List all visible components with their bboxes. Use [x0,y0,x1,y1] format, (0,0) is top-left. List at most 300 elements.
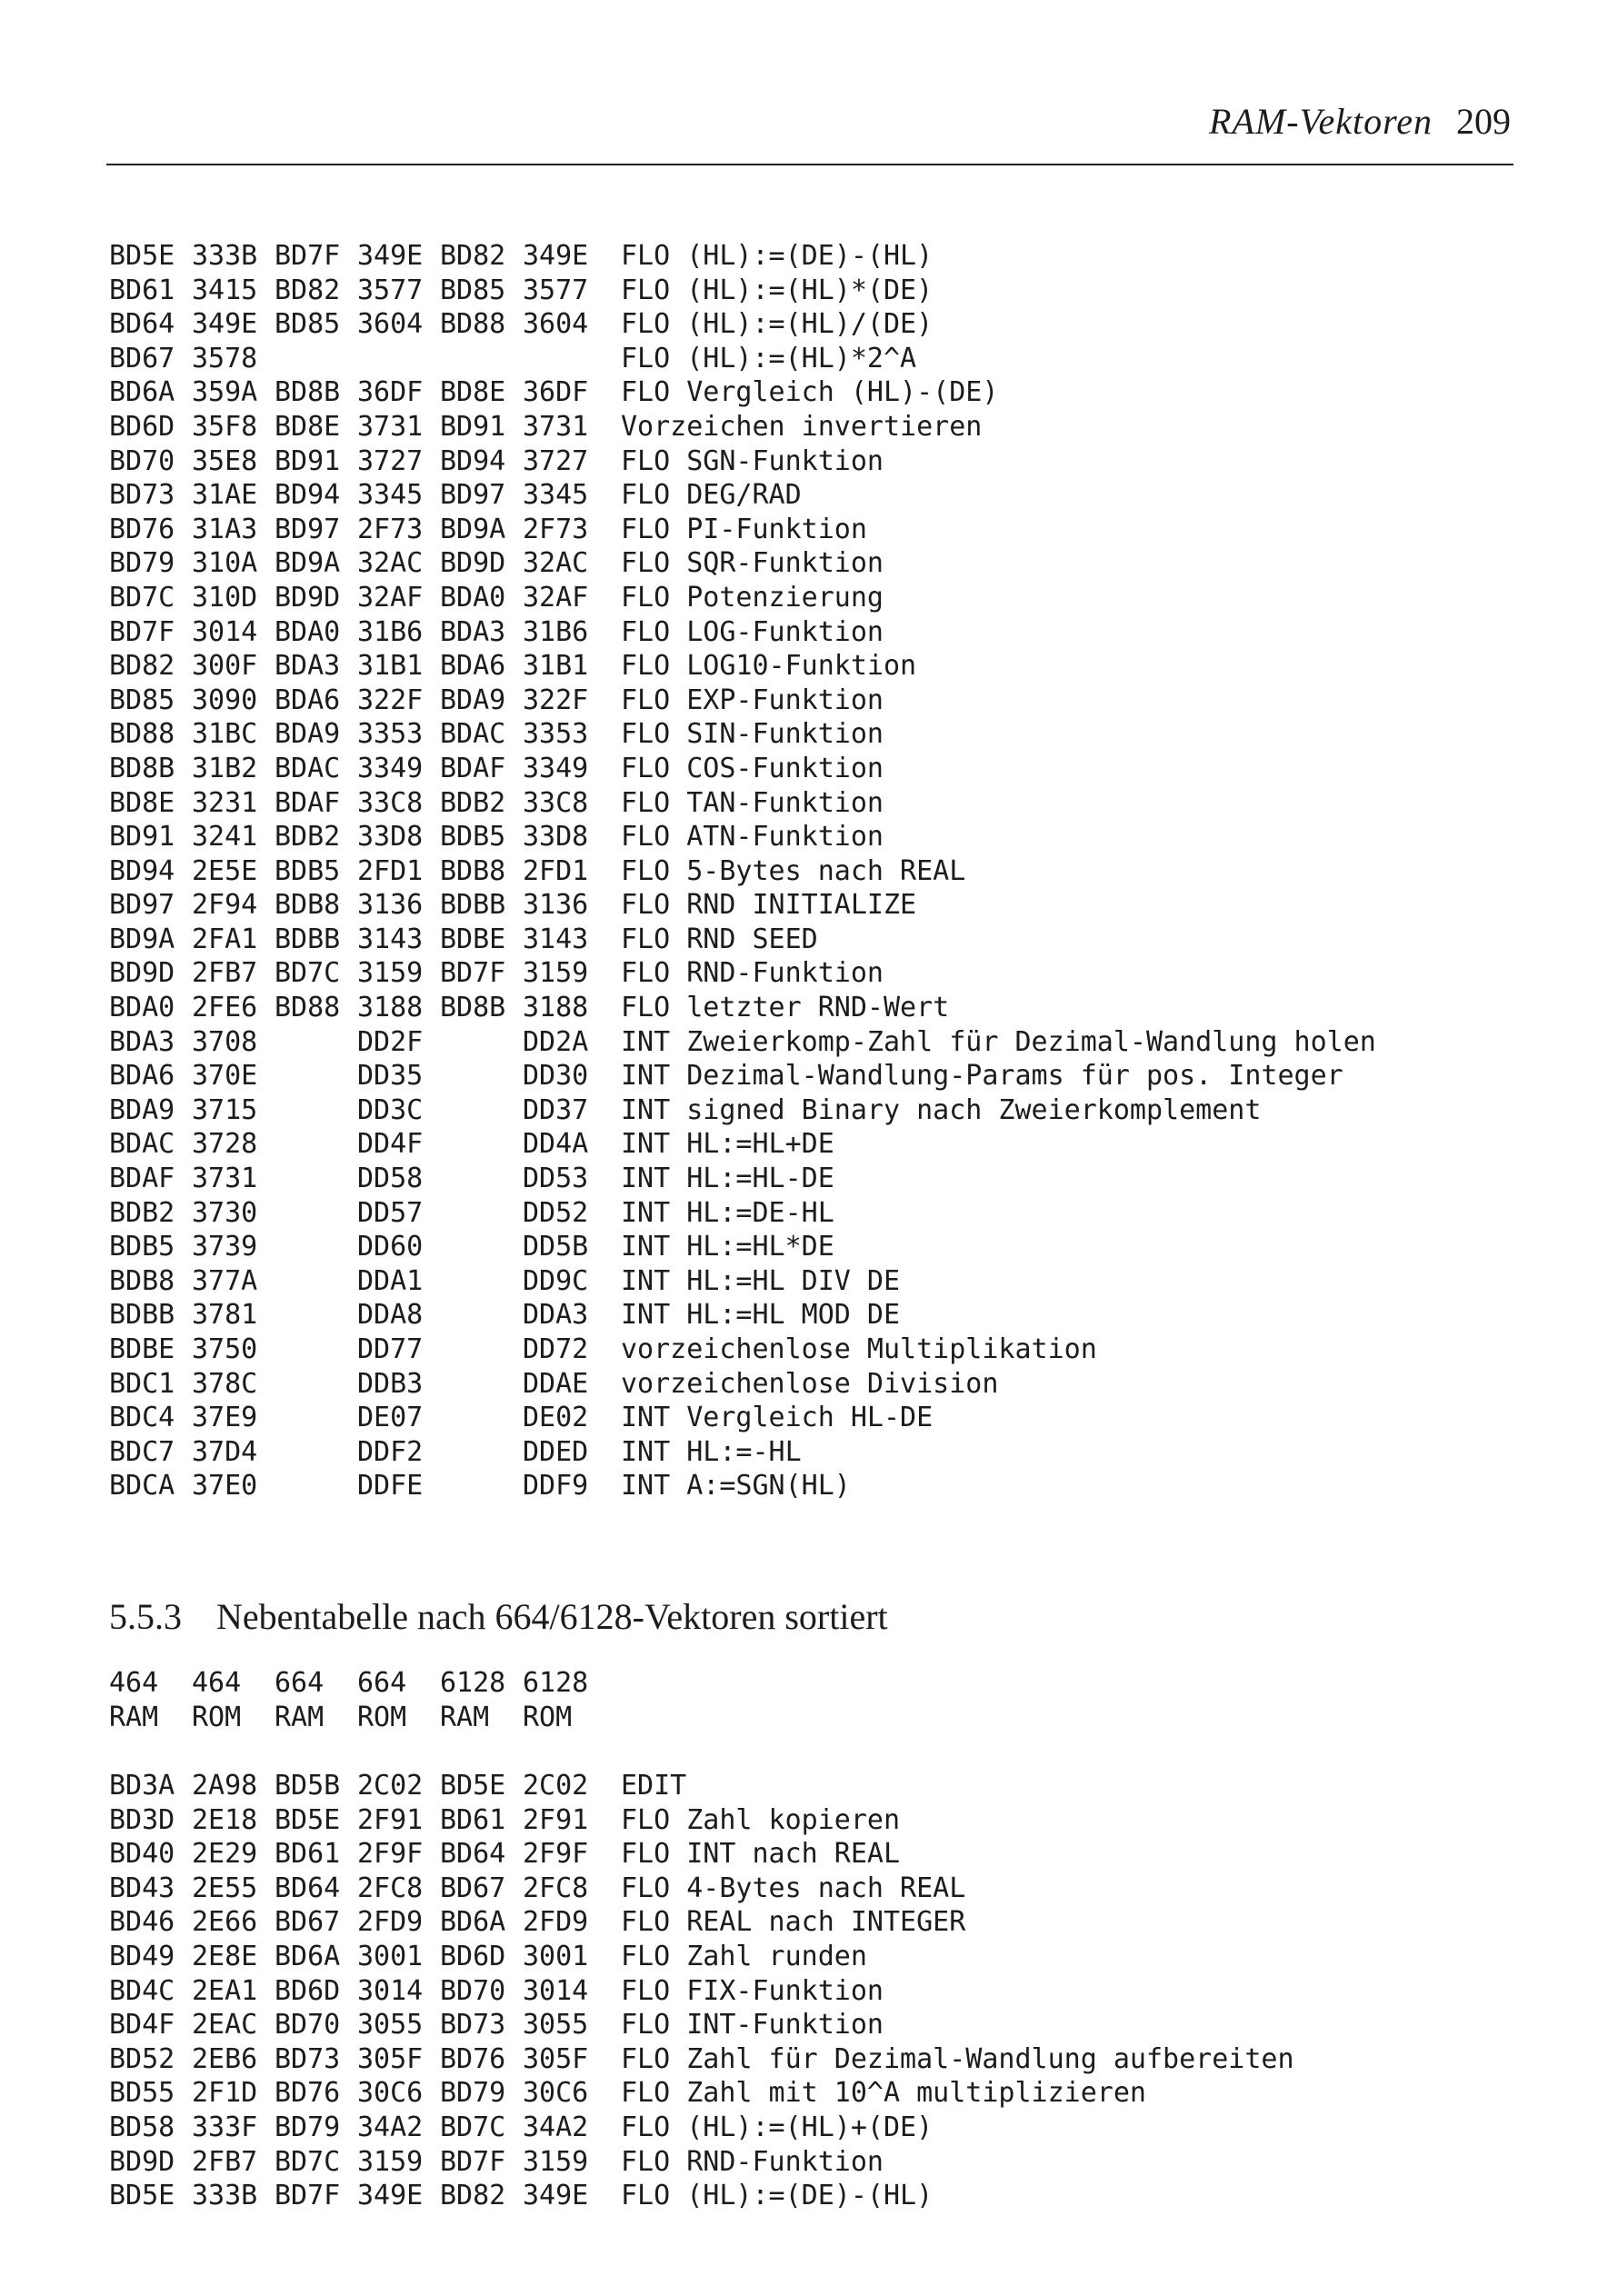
table-row [109,956,1376,991]
addr-464-ram: BDC1 [109,1367,175,1400]
addr-664-ram: BD61 [275,1838,341,1871]
addr-664-rom: 3136 [357,889,424,922]
addr-6128-ram: BDA6 [440,650,506,683]
addr-664-ram: BDA6 [275,684,341,716]
addr-464-ram: BD7F [109,615,175,648]
addr-664-ram: BDBB [275,923,341,955]
addr-464-rom: 2FB7 [192,957,258,990]
addr-464-ram: BD8E [109,786,175,819]
addr-664-rom: DD4F [357,1128,424,1161]
addr-6128-rom: 2F73 [523,513,589,545]
table-row [109,478,1376,513]
addr-6128-rom: 349E [523,2180,589,2212]
addr-464-rom: 3750 [192,1333,258,1365]
addr-6128-ram: BD82 [440,2180,506,2212]
addr-6128-rom: DDAE [523,1367,589,1400]
description: INT HL:=HL DIV DE [621,1264,901,1297]
addr-664-ram [275,1435,357,1470]
addr-6128-ram: BD8B [440,992,506,1024]
addr-464-ram: BD67 [109,342,175,374]
addr-664-rom: 3345 [357,479,424,512]
addr-664-ram: BD8E [275,410,341,443]
addr-6128-ram [440,1333,523,1367]
addr-464-rom: 2E29 [192,1838,258,1871]
description: FLO Zahl für Dezimal-Wandlung aufbereiten [621,2042,1294,2075]
description: FLO INT nach REAL [621,1838,901,1871]
description: vorzeichenlose Division [621,1367,999,1400]
addr-664-rom: 349E [357,240,424,272]
addr-6128-ram: BD73 [440,2009,506,2041]
addr-6128-ram [440,1162,523,1196]
addr-464-rom: 310D [192,581,258,614]
table-row [109,1701,621,1735]
addr-6128-ram: BD6A [440,1906,506,1939]
addr-664-ram: BDAF [275,786,341,819]
addr-6128-ram: BD9D [440,547,506,580]
addr-664-ram [275,342,357,376]
addr-6128-rom: DD9C [523,1264,589,1297]
addr-664-ram: BDA0 [275,615,341,648]
addr-464-ram: BD9D [109,957,175,990]
description: FLO RND-Funktion [621,2145,884,2178]
description: FLO ATN-Funktion [621,821,884,854]
addr-664-ram: BDA3 [275,650,341,683]
description: FLO INT-Funktion [621,2009,884,2041]
addr-664-ram: 664 [275,1667,325,1699]
addr-664-ram: BD7C [275,957,341,990]
description: FLO LOG10-Funktion [621,650,917,683]
table-row [109,1905,1294,1940]
addr-6128-rom: 3055 [523,2009,589,2041]
addr-664-rom: 2FD1 [357,854,424,887]
addr-464-ram: BD70 [109,444,175,477]
description: FLO EXP-Funktion [621,684,884,716]
table-row [109,1093,1376,1128]
addr-464-rom: 377A [192,1264,258,1297]
description: FLO RND SEED [621,923,818,955]
addr-664-ram [275,1059,357,1093]
addr-6128-ram [440,1469,523,1503]
addr-464-rom: 333B [192,240,258,272]
addr-6128-rom: 32AC [523,547,589,580]
table-row [109,1769,1294,1803]
addr-664-rom: 664 [357,1667,407,1699]
addr-6128-rom: DDF9 [523,1470,589,1502]
addr-6128-ram [440,1230,523,1264]
description: INT HL:=HL+DE [621,1128,834,1161]
addr-6128-rom: 34A2 [523,2111,589,2143]
description: vorzeichenlose Multiplikation [621,1333,1097,1365]
addr-464-rom: 37E0 [192,1470,258,1502]
addr-464-rom: 2FE6 [192,992,258,1024]
addr-464-ram: RAM [109,1701,159,1733]
table-row [109,1059,1376,1093]
addr-464-rom: 3728 [192,1128,258,1161]
addr-664-ram [275,1298,357,1333]
description: INT HL:=HL MOD DE [621,1299,901,1332]
description: INT Dezimal-Wandlung-Params für pos. Integer [621,1060,1343,1093]
addr-6128-ram: BD9A [440,513,506,545]
addr-464-ram: BD43 [109,1872,175,1904]
addr-664-ram [275,1264,357,1299]
addr-664-ram: BD6A [275,1940,341,1972]
description: FLO (HL):=(HL)/(DE) [621,308,934,341]
addr-6128-rom: DD5B [523,1231,589,1263]
table-row [109,1666,621,1701]
addr-664-ram [275,1367,357,1402]
table-row [109,1872,1294,1906]
addr-464-ram: BD6A [109,376,175,409]
addr-464-rom: 3241 [192,821,258,854]
addr-664-rom: 2C02 [357,1770,424,1802]
addr-6128-rom: 3143 [523,923,589,955]
addr-6128-ram: BD7F [440,2145,506,2178]
addr-6128-rom: 3159 [523,957,589,990]
table-row [109,888,1376,923]
addr-6128-ram [440,1264,523,1299]
addr-464-rom: 2E8E [192,1940,258,1972]
addr-664-rom: ROM [357,1701,407,1733]
table-row [109,1435,1376,1470]
description: INT HL:=-HL [621,1435,802,1468]
table-row [109,1333,1376,1367]
table-row [109,615,1376,650]
addr-664-rom: DD57 [357,1196,424,1229]
addr-464-ram: BD52 [109,2042,175,2075]
addr-6128-rom: 3136 [523,889,589,922]
addr-464-ram: BDA0 [109,992,175,1024]
addr-464-ram: BD9A [109,923,175,955]
addr-664-ram [275,1127,357,1162]
addr-464-rom: 3731 [192,1163,258,1195]
addr-664-ram: BD85 [275,308,341,341]
description: FLO (HL):=(HL)*2^A [621,342,917,374]
addr-6128-ram [440,1298,523,1333]
addr-664-rom: DE07 [357,1402,424,1434]
addr-464-rom: 2EA1 [192,1974,258,2007]
running-header [0,100,1511,144]
addr-6128-rom: DE02 [523,1402,589,1434]
addr-464-ram: BD6D [109,410,175,443]
description: FLO Zahl kopieren [621,1803,901,1836]
addr-464-rom: 310A [192,547,258,580]
addr-6128-rom: 2FD1 [523,854,589,887]
addr-6128-ram: BDAC [440,718,506,751]
addr-464-ram: BDC7 [109,1435,175,1468]
description: INT HL:=HL-DE [621,1163,834,1195]
page-number: 209 [1456,101,1511,142]
addr-6128-rom: DDA3 [523,1299,589,1332]
table-row [109,1401,1376,1435]
addr-6128-ram [440,1127,523,1162]
addr-6128-ram: BDA9 [440,684,506,716]
description: FLO 4-Bytes nach REAL [621,1872,966,1904]
table-row [109,2111,1294,2145]
addr-6128-rom: 349E [523,240,589,272]
addr-464-rom: 3739 [192,1231,258,1263]
addr-464-rom: 3578 [192,342,258,374]
addr-6128-ram: BD61 [440,1803,506,1836]
running-header-title: RAM-Vektoren [1209,101,1433,142]
addr-464-ram: BD73 [109,479,175,512]
description: FLO LOG-Funktion [621,615,884,648]
addr-464-rom: 35F8 [192,410,258,443]
addr-464-rom: 2FB7 [192,2145,258,2178]
addr-464-ram: BD76 [109,513,175,545]
addr-6128-ram [440,1401,523,1435]
table-row [109,717,1376,752]
addr-6128-rom: 3731 [523,410,589,443]
addr-664-rom [357,342,440,376]
addr-664-ram [275,1196,357,1231]
addr-464-rom: 31AE [192,479,258,512]
addr-464-ram: BD55 [109,2077,175,2110]
table-row [109,820,1376,854]
description: FLO Zahl mit 10^A multiplizieren [621,2077,1146,2110]
addr-6128-ram: BD6D [440,1940,506,1972]
addr-464-ram: BD49 [109,1940,175,1972]
addr-6128-rom: 3014 [523,1974,589,2007]
addr-6128-rom [523,342,621,376]
addr-664-rom: DD77 [357,1333,424,1365]
addr-464-rom: 3090 [192,684,258,716]
addr-464-ram: BD88 [109,718,175,751]
addr-464-rom: ROM [192,1701,242,1733]
addr-664-rom: 33D8 [357,821,424,854]
addr-464-rom: 349E [192,308,258,341]
addr-464-ram: BD97 [109,889,175,922]
addr-464-ram: BDBB [109,1299,175,1332]
addr-664-rom: 32AF [357,581,424,614]
addr-6128-rom: DDED [523,1435,589,1468]
addr-664-rom: 3159 [357,2145,424,2178]
addr-664-rom: DDFE [357,1470,424,1502]
addr-6128-ram: BD8E [440,376,506,409]
addr-464-ram: BDB2 [109,1196,175,1229]
addr-664-ram: BD91 [275,444,341,477]
addr-6128-rom: 30C6 [523,2077,589,2110]
addr-6128-rom: 322F [523,684,589,716]
addr-464-rom: 2F94 [192,889,258,922]
description: Vorzeichen invertieren [621,410,983,443]
addr-6128-ram [440,1093,523,1128]
addr-6128-ram [440,1025,523,1060]
table-row [109,1469,1376,1503]
addr-464-ram: BD3A [109,1770,175,1802]
addr-6128-rom: 2C02 [523,1770,589,1802]
addr-464-ram: BDA6 [109,1060,175,1093]
addr-464-rom: 2A98 [192,1770,258,1802]
addr-6128-ram [440,1196,523,1231]
table-row [109,786,1376,821]
addr-6128-ram: BDB8 [440,854,506,887]
addr-464-ram: BD94 [109,854,175,887]
addr-6128-ram: BDB2 [440,786,506,819]
addr-464-rom: 37D4 [192,1435,258,1468]
addr-464-rom: 464 [192,1667,242,1699]
addr-6128-rom: DD72 [523,1333,589,1365]
addr-6128-rom: 33C8 [523,786,589,819]
addr-664-ram: BD67 [275,1906,341,1939]
addr-6128-ram [440,1435,523,1470]
addr-664-rom: 34A2 [357,2111,424,2143]
addr-464-ram: 464 [109,1667,159,1699]
addr-6128-rom: 2F91 [523,1803,589,1836]
addr-464-ram: BD58 [109,2111,175,2143]
addr-6128-ram: BD79 [440,2077,506,2110]
addr-6128-rom: 3577 [523,274,589,306]
addr-6128-rom: DD52 [523,1196,589,1229]
addr-664-rom: DDA8 [357,1299,424,1332]
addr-664-rom: 3727 [357,444,424,477]
addr-464-rom: 2E55 [192,1872,258,1904]
addr-664-rom: 3188 [357,992,424,1024]
addr-464-rom: 31BC [192,718,258,751]
addr-6128-rom: 3349 [523,752,589,784]
addr-464-rom: 2F1D [192,2077,258,2110]
table-row [109,1264,1376,1299]
addr-464-ram: BD8B [109,752,175,784]
addr-6128-rom: 2F9F [523,1838,589,1871]
table-row [109,1162,1376,1196]
addr-464-ram: BD85 [109,684,175,716]
addr-664-ram [275,1401,357,1435]
addr-464-ram: BD40 [109,1838,175,1871]
section-title: Nebentabelle nach 664/6128-Vektoren sortiert [216,1596,888,1638]
addr-464-rom: 3708 [192,1025,258,1058]
addr-664-rom: DDF2 [357,1435,424,1468]
addr-664-ram: BD73 [275,2042,341,2075]
table-row [109,649,1376,684]
section-heading [109,1595,888,1639]
addr-664-rom: 3143 [357,923,424,955]
description: INT signed Binary nach Zweierkomplement [621,1093,1262,1126]
addr-664-rom: DD35 [357,1060,424,1093]
addr-464-ram: BDA3 [109,1025,175,1058]
addr-6128-rom: 305F [523,2042,589,2075]
table-row [109,581,1376,615]
addr-464-rom: 3715 [192,1093,258,1126]
addr-6128-ram: BDA3 [440,615,506,648]
addr-6128-rom: 36DF [523,376,589,409]
table-row [109,307,1376,342]
addr-664-rom: 33C8 [357,786,424,819]
addr-664-rom: 36DF [357,376,424,409]
addr-664-rom: DD3C [357,1093,424,1126]
table-row [109,444,1376,479]
addr-6128-rom: 3353 [523,718,589,751]
table-row [109,2179,1294,2213]
addr-6128-rom: DD37 [523,1093,589,1126]
table-row [109,1940,1294,1974]
addr-6128-rom: 3604 [523,308,589,341]
addr-664-rom: 349E [357,2180,424,2212]
addr-6128-ram: BDBE [440,923,506,955]
addr-664-ram: BDB5 [275,854,341,887]
addr-664-rom: 3159 [357,957,424,990]
description: FLO RND-Funktion [621,957,884,990]
addr-664-rom: 3577 [357,274,424,306]
description: FLO (HL):=(HL)*(DE) [621,274,934,306]
addr-6128-rom: 6128 [523,1667,589,1699]
table-row [109,1230,1376,1264]
addr-6128-ram [440,1059,523,1093]
addr-464-rom: 2EB6 [192,2042,258,2075]
description: FLO letzter RND-Wert [621,992,950,1024]
addr-6128-ram: BDBB [440,889,506,922]
addr-6128-rom: 31B6 [523,615,589,648]
addr-664-rom: 3731 [357,410,424,443]
vector-table-secondary-header [109,1666,621,1734]
addr-6128-rom: 2FC8 [523,1872,589,1904]
description: INT Zweierkomp-Zahl für Dezimal-Wandlung holen [621,1025,1376,1058]
addr-664-ram [275,1025,357,1060]
addr-6128-ram: BD5E [440,1770,506,1802]
description: INT HL:=DE-HL [621,1196,834,1229]
addr-6128-rom: 3727 [523,444,589,477]
addr-664-rom: 3055 [357,2009,424,2041]
addr-464-ram: BD7C [109,581,175,614]
addr-6128-ram: RAM [440,1701,490,1733]
addr-464-ram: BDB5 [109,1231,175,1263]
addr-6128-ram: BDB5 [440,821,506,854]
addr-6128-rom: DD30 [523,1060,589,1093]
addr-464-ram: BDAF [109,1163,175,1195]
description: FLO Zahl runden [621,1940,867,1972]
addr-6128-ram: BD64 [440,1838,506,1871]
addr-664-rom: 3001 [357,1940,424,1972]
addr-464-rom: 333F [192,2111,258,2143]
addr-464-ram: BD61 [109,274,175,306]
addr-664-ram: BDAC [275,752,341,784]
addr-664-ram: BD82 [275,274,341,306]
table-row [109,854,1376,889]
addr-6128-rom: DD4A [523,1128,589,1161]
addr-464-rom: 2E66 [192,1906,258,1939]
table-row [109,991,1376,1025]
addr-664-rom: DDA1 [357,1264,424,1297]
addr-664-rom: 322F [357,684,424,716]
addr-6128-rom: 32AF [523,581,589,614]
addr-6128-ram: 6128 [440,1667,506,1699]
addr-664-ram: BDB2 [275,821,341,854]
addr-6128-ram: BD82 [440,240,506,272]
table-row [109,684,1376,718]
addr-664-ram [275,1469,357,1503]
description: FLO (HL):=(DE)-(HL) [621,2180,934,2212]
addr-664-rom: 3014 [357,1974,424,2007]
addr-464-rom: 333B [192,2180,258,2212]
addr-6128-ram: BDA0 [440,581,506,614]
addr-6128-rom: 3001 [523,1940,589,1972]
addr-464-rom: 3781 [192,1299,258,1332]
table-row [109,923,1376,957]
table-row [109,274,1376,308]
addr-664-ram: BD9D [275,581,341,614]
description: FLO FIX-Funktion [621,1974,884,2007]
table-row [109,410,1376,444]
addr-464-rom: 2FA1 [192,923,258,955]
addr-664-rom: 2F73 [357,513,424,545]
addr-664-rom: 2F91 [357,1803,424,1836]
description: EDIT [621,1770,687,1802]
addr-464-rom: 378C [192,1367,258,1400]
description: INT A:=SGN(HL) [621,1470,851,1502]
addr-464-rom: 370E [192,1060,258,1093]
description: INT Vergleich HL-DE [621,1402,934,1434]
addr-6128-rom: ROM [523,1701,573,1733]
addr-464-rom: 3014 [192,615,258,648]
